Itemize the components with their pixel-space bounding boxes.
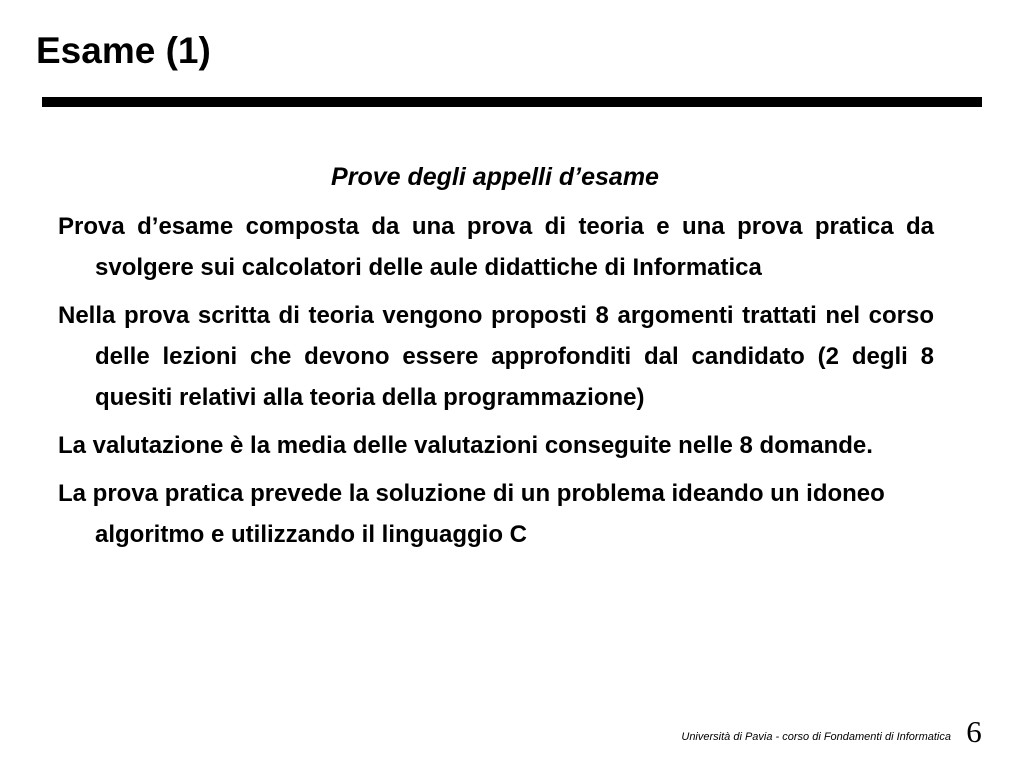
title-divider: [42, 97, 982, 107]
paragraph-practical-test: La prova pratica prevede la soluzione di un problema ideando un idoneo algoritmo e utilizzando il linguaggio C: [58, 480, 885, 548]
paragraph-evaluation: La valutazione è la media delle valutazioni conseguite nelle 8 domande.: [58, 432, 873, 459]
footer-text: Università di Pavia - corso di Fondamenti di Informatica: [681, 731, 951, 743]
paragraph-written-test: Nella prova scritta di teoria vengono proposti 8 argomenti trattati nel corso delle lezioni che devono essere approfonditi dal candidato (2 degli 8 quesiti relativi alla teoria della programmazione): [58, 302, 934, 411]
slide-content: [58, 206, 934, 562]
page-number: 6: [966, 714, 982, 749]
slide-subtitle: Prove degli appelli d’esame: [331, 163, 659, 191]
slide-title: Esame (1): [36, 30, 211, 71]
paragraph-exam-composition: Prova d’esame composta da una prova di teoria e una prova pratica da svolgere sui calcolatori delle aule didattiche di Informatica: [58, 213, 934, 281]
